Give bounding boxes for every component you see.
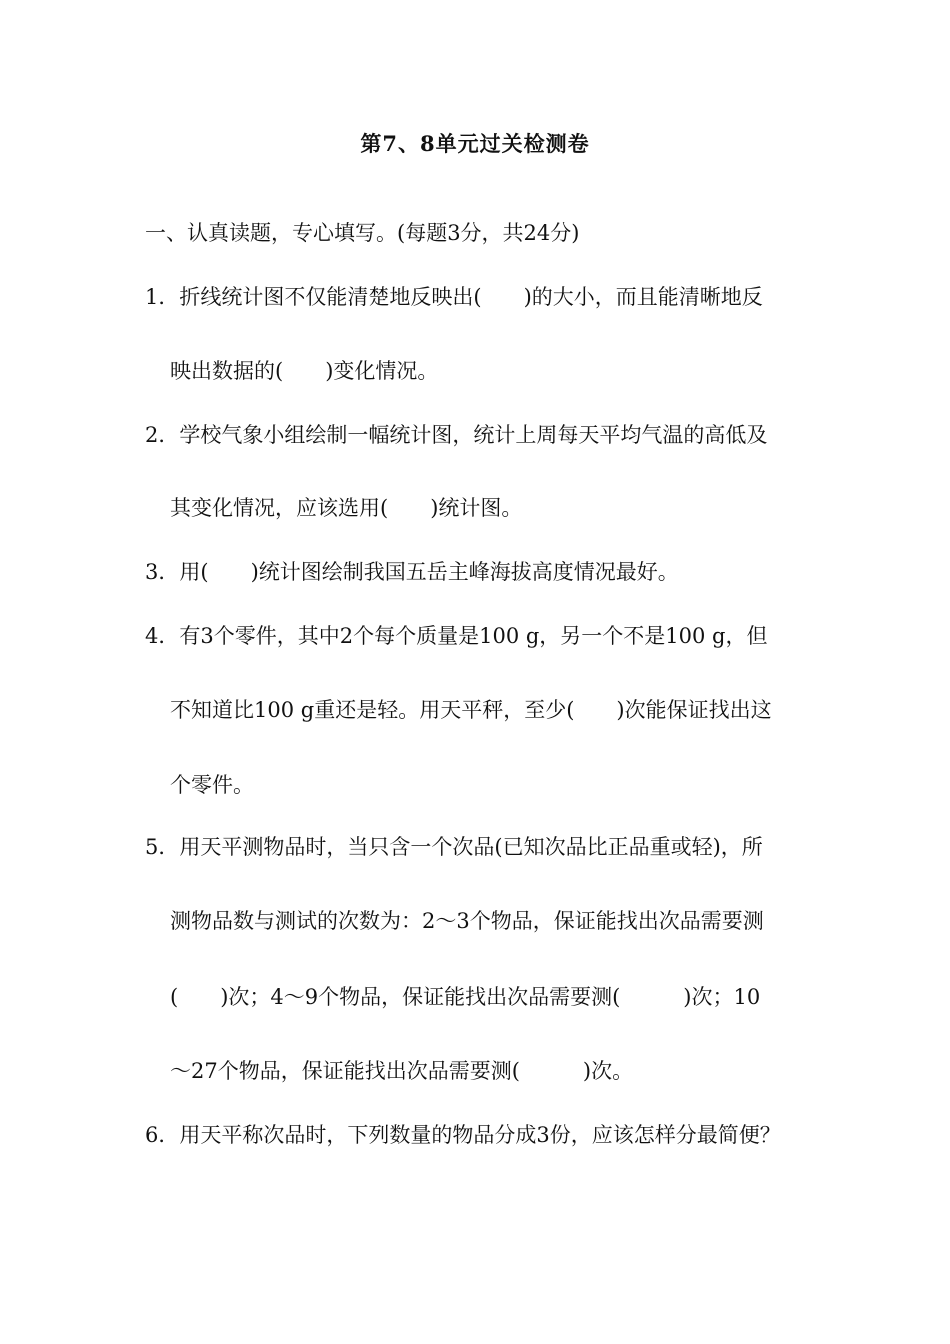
question-number: 4．	[145, 624, 180, 648]
question-4	[145, 622, 768, 650]
question-5-continued: 测物品数与测试的次数为：2～3个物品，保证能找出次品需要测	[170, 909, 764, 933]
question-5-continued: ( )次；4～9个物品，保证能找出次品需要测( )次；10	[170, 985, 761, 1009]
question-4-continued: 不知道比100 g重还是轻。用天平秤，至少( )次能保证找出这	[170, 698, 772, 722]
question-number: 2．	[145, 423, 180, 447]
page-title: 第7、8单元过关检测卷	[360, 131, 590, 156]
question-4-continued: 个零件。	[170, 773, 254, 797]
question-text: 用天平测物品时，当只含一个次品(已知次品比正品重或轻)，所	[179, 835, 763, 859]
question-2-continued: 其变化情况，应该选用( )统计图。	[170, 496, 523, 520]
question-1	[145, 283, 763, 311]
question-number: 5．	[145, 835, 180, 859]
question-6	[145, 1121, 781, 1149]
question-1-continued: 映出数据的( )变化情况。	[170, 359, 439, 383]
question-text: 有3个零件，其中2个每个质量是100 g，另一个不是100 g，但	[179, 624, 768, 648]
question-text: 用( )统计图绘制我国五岳主峰海拔高度情况最好。	[179, 560, 679, 584]
question-text: 学校气象小组绘制一幅统计图，统计上周每天平均气温的高低及	[179, 423, 768, 447]
section-heading: 一、认真读题，专心填写。(每题3分，共24分)	[145, 221, 580, 245]
question-number: 3．	[145, 560, 180, 584]
question-text: 折线统计图不仅能清楚地反映出( )的大小，而且能清晰地反	[179, 285, 763, 309]
question-2	[145, 421, 767, 449]
question-number: 6．	[145, 1123, 180, 1147]
question-text: 用天平称次品时，下列数量的物品分成3份，应该怎样分最简便？	[179, 1123, 781, 1147]
question-5-continued: ～27个物品，保证能找出次品需要测( )次。	[170, 1059, 634, 1083]
question-3	[145, 558, 679, 586]
question-5	[145, 833, 763, 861]
question-number: 1．	[145, 285, 180, 309]
